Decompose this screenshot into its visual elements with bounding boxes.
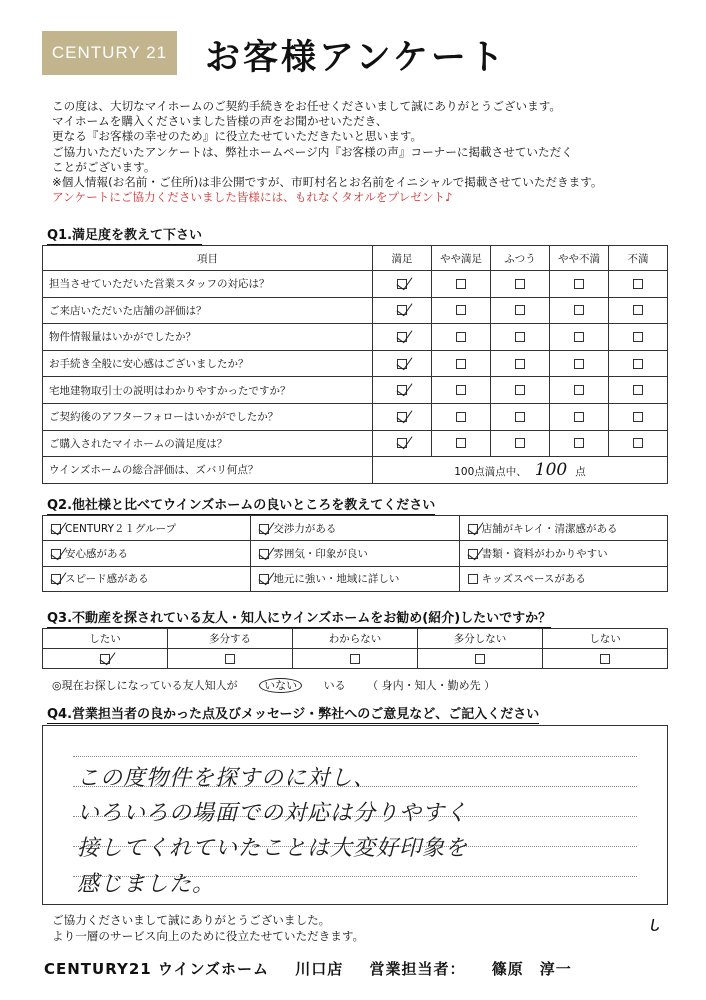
q3-option-cell xyxy=(43,649,168,669)
intro-line: ※個人情報(お名前・ご住所)は非公開ですが、市町村名とお名前をイニシャルで掲載させていただきます。 xyxy=(52,175,603,190)
option-label: 交渉力がある xyxy=(273,522,337,535)
q1-item-label: 物件情報量はいかがでしたか？ xyxy=(43,324,373,351)
q1-rating-cell xyxy=(609,403,668,430)
q1-rating-cell xyxy=(432,297,491,324)
q2-row xyxy=(43,541,668,566)
q1-rating-cell xyxy=(609,297,668,324)
overall-score-cell[interactable] xyxy=(373,457,668,484)
rating-checkbox[interactable] xyxy=(515,305,525,315)
rating-checkbox[interactable] xyxy=(397,412,407,422)
page-title: お客様アンケート xyxy=(205,38,507,78)
q1-row xyxy=(43,324,668,351)
q3-option-label: わからない xyxy=(293,629,418,649)
q3-recommend-table xyxy=(42,628,668,669)
q1-rating-cell xyxy=(432,350,491,377)
q1-rating-cell xyxy=(550,350,609,377)
option-checkbox[interactable] xyxy=(468,549,478,559)
q1-row xyxy=(43,271,668,298)
q1-rating-cell xyxy=(373,297,432,324)
q1-satisfaction-table xyxy=(42,245,668,484)
rating-checkbox[interactable] xyxy=(515,332,525,342)
rating-checkbox[interactable] xyxy=(456,359,466,369)
q1-rating-cell xyxy=(432,430,491,457)
q1-item-label: 宅地建物取引士の説明はわかりやすかったですか？ xyxy=(43,377,373,404)
rating-checkbox[interactable] xyxy=(397,385,407,395)
q1-rating-cell xyxy=(609,271,668,298)
rating-checkbox[interactable] xyxy=(574,359,584,369)
q2-option[interactable] xyxy=(251,516,459,541)
q1-rating-cell xyxy=(550,324,609,351)
q1-item-label: ご来店いただいた店舗の評価は？ xyxy=(43,297,373,324)
q1-rating-cell xyxy=(491,403,550,430)
rating-checkbox[interactable] xyxy=(515,412,525,422)
rating-checkbox[interactable] xyxy=(633,332,643,342)
towel-present-notice: アンケートにご協力くださいました皆様には、もれなくタオルをプレゼント♪ xyxy=(52,190,453,205)
q2-row xyxy=(43,516,668,541)
intro-text xyxy=(52,99,692,205)
q1-heading: Q1.満足度を教えて下さい xyxy=(47,224,202,245)
q2-option[interactable] xyxy=(251,566,459,591)
q3-option-label: 多分しない xyxy=(418,629,543,649)
q1-rating-cell xyxy=(373,350,432,377)
q1-rating-cell xyxy=(432,324,491,351)
q2-row xyxy=(43,566,668,591)
recommend-checkbox[interactable] xyxy=(600,654,610,664)
q1-row xyxy=(43,403,668,430)
q1-rating-cell xyxy=(432,377,491,404)
q2-heading: Q2.他社様と比べてウインズホームの良いところを教えてください xyxy=(47,494,435,515)
rating-checkbox[interactable] xyxy=(574,412,584,422)
option-checkbox[interactable] xyxy=(259,524,269,534)
score-prefix: 100点満点中、 xyxy=(454,465,527,478)
intro-line: マイホームを購入くださいました皆様の声をお聞かせいただき、 xyxy=(52,114,388,129)
rating-checkbox[interactable] xyxy=(574,438,584,448)
option-checkbox[interactable] xyxy=(259,574,269,584)
rating-checkbox[interactable] xyxy=(397,279,407,289)
q1-rating-cell xyxy=(373,324,432,351)
q1-rating-cell xyxy=(550,297,609,324)
friends-note: （ 身内・知人・勤め先 ） xyxy=(367,679,496,692)
recommend-checkbox[interactable] xyxy=(475,654,485,664)
column-header: 満足 xyxy=(373,246,432,271)
option-checkbox[interactable] xyxy=(51,524,61,534)
rating-checkbox[interactable] xyxy=(456,438,466,448)
q2-options-table xyxy=(42,515,668,592)
q1-rating-cell xyxy=(491,350,550,377)
q1-rating-cell xyxy=(491,297,550,324)
rating-checkbox[interactable] xyxy=(633,438,643,448)
handwritten-mark: ᒐ xyxy=(650,916,661,935)
intro-line: 更なる『お客様の幸せのため』に役立たせていただきたいと思います。 xyxy=(52,129,423,144)
q2-option[interactable] xyxy=(459,516,667,541)
q1-rating-cell xyxy=(609,430,668,457)
q1-row xyxy=(43,377,668,404)
option-label: 雰囲気・印象が良い xyxy=(273,547,368,560)
option-checkbox[interactable] xyxy=(259,549,269,559)
q1-rating-cell xyxy=(373,430,432,457)
column-header: やや満足 xyxy=(432,246,491,271)
rating-checkbox[interactable] xyxy=(574,305,584,315)
thanks-line: より一層のサービス向上のために役立たせていただきます。 xyxy=(52,929,365,943)
q4-heading: Q4.営業担当者の良かった点及びメッセージ・弊社へのご意見など、ご記入ください xyxy=(47,703,539,724)
option-checkbox[interactable] xyxy=(468,524,478,534)
rating-checkbox[interactable] xyxy=(397,438,407,448)
rating-checkbox[interactable] xyxy=(574,279,584,289)
friends-none-option[interactable]: いない xyxy=(259,678,302,693)
q1-rating-cell xyxy=(373,377,432,404)
q3-option-cell xyxy=(168,649,293,669)
intro-line: ことがございます。 xyxy=(52,159,156,174)
q3-option-cell xyxy=(418,649,543,669)
company-name: CENTURY21 ウインズホーム xyxy=(44,960,270,978)
option-checkbox[interactable] xyxy=(51,574,61,584)
ruled-line xyxy=(73,756,637,757)
q1-item-label: 担当させていただいた営業スタッフの対応は？ xyxy=(43,271,373,298)
q3-option-label: 多分する xyxy=(168,629,293,649)
q1-item-label: ご購入されたマイホームの満足度は？ xyxy=(43,430,373,457)
message-box[interactable] xyxy=(42,725,668,905)
rating-checkbox[interactable] xyxy=(633,359,643,369)
q2-option[interactable] xyxy=(43,516,251,541)
friends-prefix: ◎現在お探しになっている友人知人が xyxy=(52,679,238,692)
recommend-checkbox[interactable] xyxy=(225,654,235,664)
rating-checkbox[interactable] xyxy=(456,332,466,342)
q1-item-label: ご契約後のアフターフォローはいかがでしたか？ xyxy=(43,403,373,430)
q1-rating-cell xyxy=(550,271,609,298)
option-checkbox[interactable] xyxy=(51,549,61,559)
q1-rating-cell xyxy=(491,324,550,351)
q1-rating-cell xyxy=(491,377,550,404)
intro-line: この度は、大切なマイホームのご契約手続きをお任せくださいまして誠にありがとうございます。 xyxy=(52,99,561,113)
rating-checkbox[interactable] xyxy=(397,332,407,342)
footer xyxy=(44,958,572,979)
q1-rating-cell xyxy=(491,430,550,457)
q1-row xyxy=(43,350,668,377)
option-label: 書類・資料がわかりやすい xyxy=(481,547,608,560)
q1-rating-cell xyxy=(550,430,609,457)
option-label: スピード感がある xyxy=(65,573,149,586)
friends-question xyxy=(52,677,513,693)
recommend-checkbox[interactable] xyxy=(100,654,110,664)
q3-heading: Q3.不動産を探されている友人・知人にウインズホームをお勧め(紹介)したいですか？ xyxy=(47,607,551,628)
q1-row xyxy=(43,297,668,324)
rating-checkbox[interactable] xyxy=(397,359,407,369)
overall-score-row xyxy=(43,457,668,484)
column-header: 不満 xyxy=(609,246,668,271)
q2-option[interactable] xyxy=(459,541,667,566)
q1-row xyxy=(43,430,668,457)
branch-name: 川口店 xyxy=(295,960,344,978)
option-label: キッズスペースがある xyxy=(481,573,586,586)
option-checkbox[interactable] xyxy=(468,574,478,584)
q3-option-cell xyxy=(293,649,418,669)
rating-checkbox[interactable] xyxy=(515,438,525,448)
handwritten-line: いろいろの場面での対応は分りやすく xyxy=(77,801,469,826)
q1-rating-cell xyxy=(550,403,609,430)
rating-checkbox[interactable] xyxy=(515,279,525,289)
rating-checkbox[interactable] xyxy=(515,359,525,369)
rating-checkbox[interactable] xyxy=(633,279,643,289)
score-value[interactable]: 100 xyxy=(534,459,568,480)
rating-checkbox[interactable] xyxy=(456,412,466,422)
q3-option-label: しない xyxy=(543,629,668,649)
handwritten-line: この度物件を探すのに対し、 xyxy=(77,766,377,791)
century21-logo: CENTURY 21 xyxy=(42,31,177,75)
q1-rating-cell xyxy=(609,324,668,351)
option-label: 地元に強い・地域に詳しい xyxy=(273,573,400,586)
rating-checkbox[interactable] xyxy=(633,412,643,422)
q1-rating-cell xyxy=(609,377,668,404)
option-label: 店舗がキレイ・清潔感がある xyxy=(481,522,618,535)
q2-option[interactable] xyxy=(43,541,251,566)
q2-option[interactable] xyxy=(459,566,667,591)
rating-checkbox[interactable] xyxy=(574,332,584,342)
column-header: やや不満 xyxy=(550,246,609,271)
q1-rating-cell xyxy=(609,350,668,377)
q1-rating-cell xyxy=(432,403,491,430)
column-header: ふつう xyxy=(491,246,550,271)
column-header: 項目 xyxy=(43,246,373,271)
score-suffix: 点 xyxy=(575,465,586,478)
q3-option-label: したい xyxy=(43,629,168,649)
thanks-text xyxy=(52,912,364,944)
option-label: CENTURY２１グループ xyxy=(65,522,177,535)
rating-checkbox[interactable] xyxy=(515,385,525,395)
q3-option-cell xyxy=(543,649,668,669)
option-label: 安心感がある xyxy=(65,547,128,560)
q1-rating-cell xyxy=(432,271,491,298)
q1-rating-cell xyxy=(550,377,609,404)
rating-checkbox[interactable] xyxy=(633,385,643,395)
q1-rating-cell xyxy=(491,271,550,298)
q1-rating-cell xyxy=(373,271,432,298)
rating-checkbox[interactable] xyxy=(456,279,466,289)
staff-label: 営業担当者： xyxy=(369,960,466,978)
intro-line: ご協力いただいたアンケートは、弊社ホームページ内『お客様の声』コーナーに掲載させていただく xyxy=(52,144,573,159)
q1-item-label: お手続き全般に安心感はございましたか？ xyxy=(43,350,373,377)
thanks-line: ご協力くださいまして誠にありがとうございました。 xyxy=(52,913,331,927)
rating-checkbox[interactable] xyxy=(633,305,643,315)
handwritten-line: 感じました。 xyxy=(77,872,216,897)
rating-checkbox[interactable] xyxy=(456,385,466,395)
q1-rating-cell xyxy=(373,403,432,430)
rating-checkbox[interactable] xyxy=(456,305,466,315)
q2-option[interactable] xyxy=(43,566,251,591)
recommend-checkbox[interactable] xyxy=(350,654,360,664)
rating-checkbox[interactable] xyxy=(397,305,407,315)
staff-name: 篠原 淳一 xyxy=(491,960,572,978)
overall-score-label: ウインズホームの総合評価は、ズバリ何点？ xyxy=(43,457,373,484)
friends-some-option[interactable]: いる xyxy=(323,679,346,692)
handwritten-line: 接してくれていたことは大変好印象を xyxy=(77,836,469,861)
q2-option[interactable] xyxy=(251,541,459,566)
rating-checkbox[interactable] xyxy=(574,385,584,395)
